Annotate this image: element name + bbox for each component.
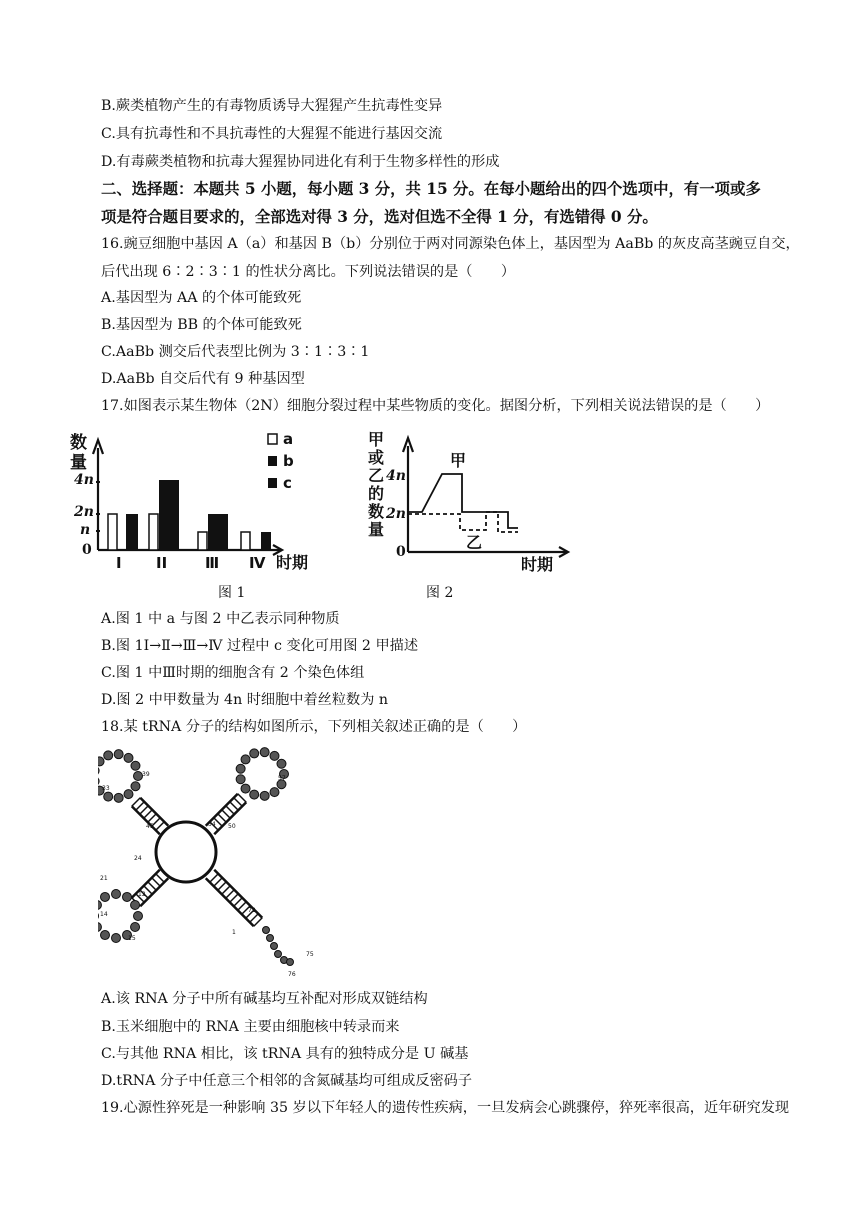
bond <box>230 802 238 810</box>
nucleotide <box>260 791 269 800</box>
series-yi-line <box>408 512 518 532</box>
nucleotide <box>124 790 133 799</box>
option-c: C.图 1 中Ⅲ时期的细胞含有 2 个染色体组 <box>101 665 365 681</box>
x-tick-I: I <box>116 554 122 572</box>
nucleotide <box>98 757 104 766</box>
figure-1-caption: 图 1 <box>218 585 246 601</box>
section-heading: 二、选择题：本题共 5 小题，每小题 3 分，共 15 分。在每小题给出的四个选项中，有一项或多 <box>101 180 761 198</box>
y-tick-2n: 2n <box>386 506 406 522</box>
bar-I-a <box>108 514 117 550</box>
nucleotide-number: 14 <box>100 911 108 918</box>
nucleotide <box>104 751 113 760</box>
x-tick-III: Ⅲ <box>205 554 220 572</box>
nucleotide <box>250 749 259 758</box>
bond <box>234 798 242 806</box>
bond <box>238 794 246 802</box>
bar-I-b <box>126 514 138 550</box>
nucleotide <box>241 784 250 793</box>
nucleotide <box>114 750 123 759</box>
option-a: A.图 1 中 a 与图 2 中乙表示同种物质 <box>101 611 340 627</box>
nucleotide <box>98 923 101 932</box>
nucleotide-number: 57 <box>278 775 286 782</box>
option-b: B.基因型为 BB 的个体可能致死 <box>101 317 302 333</box>
nucleotide <box>98 777 99 786</box>
nucleotide-number: 39 <box>142 771 150 778</box>
bond <box>226 890 234 898</box>
nucleotide <box>236 764 245 773</box>
bond <box>156 822 164 830</box>
nucleotide <box>270 788 279 797</box>
y-label-char: 量 <box>368 520 385 539</box>
bond <box>156 874 164 882</box>
nucleotide-number: 50 <box>228 823 236 830</box>
nucleotide-number: 15 <box>128 935 136 942</box>
bond <box>152 878 160 886</box>
option-b: B.玉米细胞中的 RNA 主要由细胞核中转录而来 <box>101 1019 400 1035</box>
bond <box>254 918 262 926</box>
nucleotide <box>271 943 278 950</box>
legend-a-swatch <box>268 434 277 444</box>
x-axis-label: 时期 <box>521 555 554 574</box>
nucleotide <box>275 951 282 958</box>
nucleotide <box>114 793 123 802</box>
trna-cloverleaf-diagram <box>98 744 338 980</box>
nucleotide <box>112 934 121 943</box>
nucleotide <box>134 912 143 921</box>
bond <box>226 806 234 814</box>
y-label-char: 或 <box>368 448 385 467</box>
nucleotide-number: 45 <box>146 823 154 830</box>
y-label-char: 乙 <box>368 466 385 485</box>
legend-c-swatch <box>268 478 277 488</box>
bond <box>148 882 156 890</box>
y-tick-4n: 4n <box>74 472 94 488</box>
option-b: B.图 1I→Ⅱ→Ⅲ→Ⅳ 过程中 c 变化可用图 2 甲描述 <box>101 638 419 654</box>
bond <box>132 798 140 806</box>
y-tick-0: 0 <box>396 544 406 560</box>
nucleotide <box>260 748 269 757</box>
question-16: 16.豌豆细胞中基因 A（a）和基因 B（b）分别位于两对同源染色体上，基因型为 AaBb 的灰皮高茎豌豆自交， <box>101 236 800 252</box>
y-label-char: 甲 <box>368 430 385 449</box>
nucleotide-number: 75 <box>306 951 314 958</box>
bond <box>136 802 144 810</box>
legend-c: c <box>283 474 292 492</box>
question-17: 17.如图表示某生物体（2N）细胞分裂过程中某些物质的变化。据图分析，下列相关说法错误的是（ ） <box>101 398 770 414</box>
section-heading: 项是符合题目要求的，全部选对得 3 分，选对但选不全得 1 分，有选错得 0 分。 <box>101 208 658 226</box>
bond <box>222 810 230 818</box>
nucleotide-number: 24 <box>134 855 142 862</box>
bond <box>234 898 242 906</box>
figure-2-line-chart <box>366 428 586 578</box>
label-jia: 甲 <box>450 451 467 470</box>
nucleotide-number: 54 <box>208 821 216 828</box>
nucleotide <box>277 759 286 768</box>
nucleotide <box>98 912 99 921</box>
nucleotide-number: 12 <box>138 891 146 898</box>
option-a: A.基因型为 AA 的个体可能致死 <box>101 290 302 306</box>
figure-1-bar-chart <box>68 428 328 578</box>
bond <box>238 902 246 910</box>
nucleotide-number: 76 <box>288 971 296 978</box>
bar-IV-b <box>261 532 271 550</box>
option-c: C.AaBb 测交后代表型比例为 3∶1∶3∶1 <box>101 344 370 360</box>
series-jia-line <box>408 474 518 528</box>
bar-II-b <box>159 480 179 550</box>
nucleotide <box>263 927 270 934</box>
y-tick-4n: 4n <box>386 468 406 484</box>
bond <box>222 886 230 894</box>
nucleotide <box>112 890 121 899</box>
option-d: D.图 2 中甲数量为 4n 时细胞中着丝粒数为 n <box>101 692 389 708</box>
nucleotide <box>287 959 294 966</box>
nucleotide-number: 72 <box>248 907 256 914</box>
nucleotide <box>270 751 279 760</box>
bond <box>218 882 226 890</box>
x-tick-IV: Ⅳ <box>249 554 266 572</box>
nucleotide <box>98 901 101 910</box>
figure-2-caption: 图 2 <box>426 585 454 601</box>
nucleotide <box>236 775 245 784</box>
question-19: 19.心源性猝死是一种影响 35 岁以下年轻人的遗传性疾病，一旦发病会心跳骤停，猝死率很高，近年研究发现 <box>101 1100 790 1116</box>
nucleotide <box>131 782 140 791</box>
question-16-cont: 后代出现 6∶2∶3∶1 的性状分离比。下列说法错误的是（ ） <box>101 264 516 280</box>
option-c: C.与其他 RNA 相比，该 tRNA 具有的独特成分是 U 碱基 <box>101 1046 469 1062</box>
nucleotide-number: 21 <box>100 875 108 882</box>
bar-III-b <box>208 514 228 550</box>
text-line: C.具有抗毒性和不具抗毒性的大猩猩不能进行基因交流 <box>101 126 443 142</box>
bond <box>140 806 148 814</box>
nucleotide <box>98 766 99 775</box>
nucleotide-number: 1 <box>232 929 236 936</box>
bond <box>210 874 218 882</box>
nucleotide <box>104 792 113 801</box>
nucleotide <box>267 935 274 942</box>
nucleotide <box>131 901 140 910</box>
bond <box>230 894 238 902</box>
question-18: 18.某 tRNA 分子的结构如图所示，下列相关叙述正确的是（ ） <box>101 719 527 735</box>
x-tick-II: II <box>156 554 168 572</box>
bond <box>148 814 156 822</box>
y-label-char: 数 <box>368 502 385 521</box>
y-tick-2n: 2n <box>74 504 94 520</box>
nucleotide-number: 33 <box>102 785 110 792</box>
option-d: D.AaBb 自交后代有 9 种基因型 <box>101 371 305 387</box>
central-loop <box>156 822 216 882</box>
y-tick-n: n <box>80 522 91 538</box>
nucleotide <box>241 755 250 764</box>
bond <box>144 810 152 818</box>
y-tick-0: 0 <box>82 542 92 558</box>
nucleotide <box>131 761 140 770</box>
nucleotide <box>123 892 132 901</box>
text-line: B.蕨类植物产生的有毒物质诱导大猩猩产生抗毒性变异 <box>101 98 443 114</box>
legend-a: a <box>283 430 294 448</box>
nucleotide <box>250 790 259 799</box>
nucleotide <box>101 892 110 901</box>
bond <box>218 814 226 822</box>
option-a: A.该 RNA 分子中所有碱基均互补配对形成双链结构 <box>101 991 428 1007</box>
nucleotide <box>101 931 110 940</box>
nucleotide <box>124 753 133 762</box>
option-d: D.tRNA 分子中任意三个相邻的含氮碱基均可组成反密码子 <box>101 1073 473 1089</box>
text-line: D.有毒蕨类植物和抗毒大猩猩协同进化有利于生物多样性的形成 <box>101 154 500 170</box>
x-axis-label: 时期 <box>276 553 309 572</box>
bond <box>250 914 258 922</box>
y-label-char: 的 <box>368 484 385 503</box>
nucleotide <box>131 923 140 932</box>
bond <box>214 878 222 886</box>
legend-b: b <box>283 452 294 470</box>
label-yi: 乙 <box>466 533 483 552</box>
bar-IV-a <box>241 532 250 550</box>
legend-b-swatch <box>268 456 277 466</box>
y-axis-label: 数 <box>70 433 87 453</box>
y-axis-label: 量 <box>70 453 87 473</box>
bar-III-a <box>198 532 207 550</box>
bar-II-a <box>149 514 158 550</box>
